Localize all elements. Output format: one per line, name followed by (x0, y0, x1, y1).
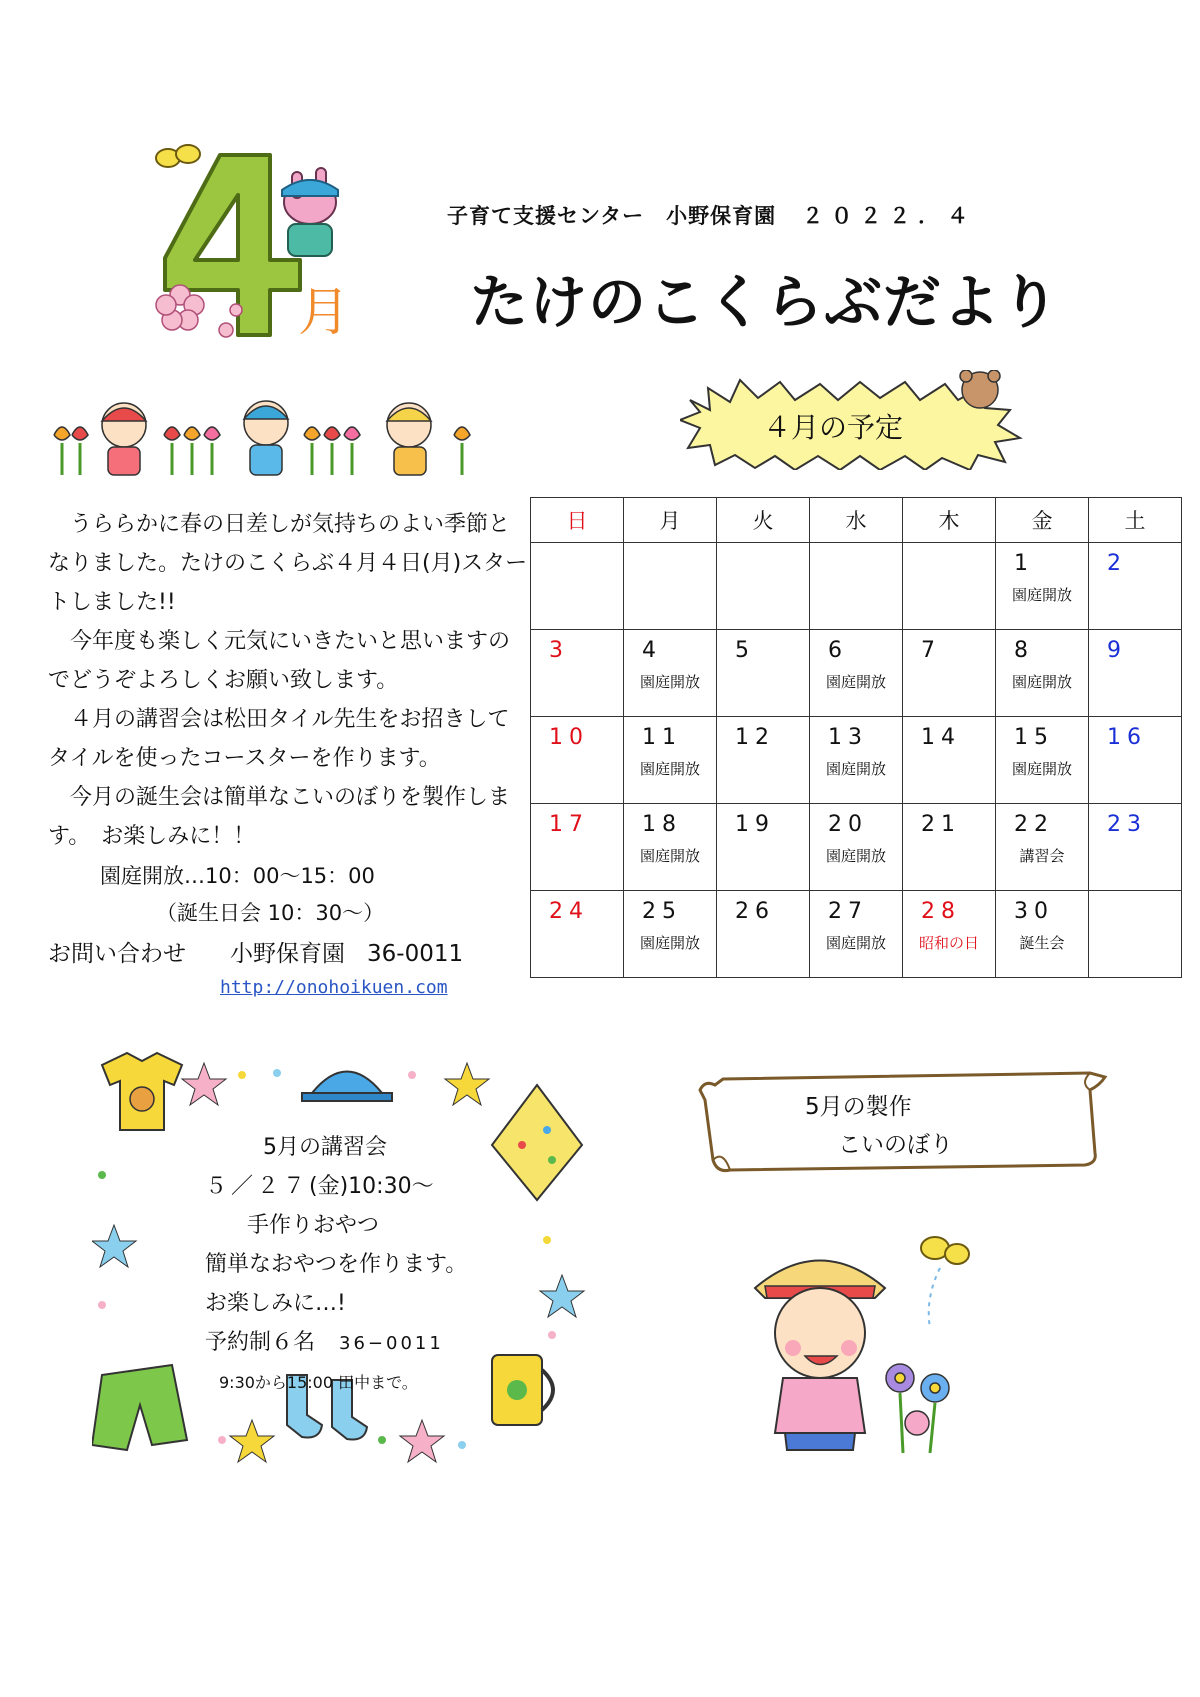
bunny-icon (282, 168, 338, 256)
calendar-day-cell (996, 891, 1089, 978)
calendar-day-cell (903, 630, 996, 717)
calendar-day-cell (1089, 717, 1182, 804)
calendar-day-cell (624, 717, 717, 804)
weekday-saturday: 土 (1089, 498, 1182, 543)
shirt-icon (102, 1053, 182, 1130)
calendar-date: 11 (642, 725, 682, 750)
april-calendar (530, 497, 1182, 978)
calendar-day-cell (717, 804, 810, 891)
calendar-day-cell (903, 717, 996, 804)
calendar-day-cell (531, 804, 624, 891)
weekday-tuesday: 火 (717, 498, 810, 543)
kids-tulip-banner (44, 395, 529, 485)
calendar-date: 1 (1014, 551, 1034, 576)
calendar-day-cell (717, 543, 810, 630)
birthday-party-time: （誕生日会 10：30～） (156, 901, 385, 925)
month-kanji: 月 (298, 283, 351, 343)
calendar-date: 8 (1014, 638, 1034, 663)
calendar-event: 講習会 (1019, 847, 1065, 865)
garden-open-hours: 園庭開放…10：00～15：00 (100, 864, 375, 888)
calendar-day-cell (996, 630, 1089, 717)
calendar-date: 26 (735, 899, 775, 924)
reservation-note: 予約制６名 (205, 1330, 316, 1355)
calendar-day-cell (717, 891, 810, 978)
calendar-day-cell (531, 717, 624, 804)
calendar-date: 21 (921, 812, 961, 837)
calendar-date: 18 (642, 812, 682, 837)
butterfly-icon (156, 145, 200, 167)
calendar-date: 20 (828, 812, 868, 837)
contact-name: 小野保育園 (230, 941, 345, 967)
calendar-date: 2 (1107, 551, 1127, 576)
calendar-date (717, 543, 809, 551)
calendar-date (624, 543, 716, 551)
calendar-day-cell (1089, 804, 1182, 891)
calendar-week-row (531, 543, 1182, 630)
calendar-event: 園庭開放 (1011, 673, 1072, 691)
calendar-day-cell (996, 717, 1089, 804)
calendar-date: 13 (828, 725, 868, 750)
calendar-event: 園庭開放 (825, 673, 886, 691)
calendar-day-cell (1089, 543, 1182, 630)
lecture-date-day: ５／２７ (205, 1174, 310, 1199)
calendar-week-row (531, 891, 1182, 978)
calendar-day-cell (1089, 630, 1182, 717)
contact-label: お問い合わせ (48, 941, 186, 967)
calendar-day-cell (810, 630, 903, 717)
weekday-friday: 金 (996, 498, 1089, 543)
calendar-event: 園庭開放 (825, 760, 886, 778)
calendar-date: 15 (1014, 725, 1054, 750)
april-number-illustration (150, 140, 365, 350)
calendar-day-cell (624, 891, 717, 978)
calendar-day-cell (717, 630, 810, 717)
calendar-date: 14 (921, 725, 961, 750)
calendar-event: 園庭開放 (639, 847, 700, 865)
lecture-date (205, 1167, 467, 1206)
calendar-day-cell (624, 543, 717, 630)
weekday-monday: 月 (624, 498, 717, 543)
flower-icon (886, 1364, 949, 1453)
calendar-event: 園庭開放 (1011, 760, 1072, 778)
calendar-date: 17 (549, 812, 589, 837)
issue-date: ２０２２．４ (802, 204, 977, 228)
calendar-date: 6 (828, 638, 848, 663)
lecture-closing: お楽しみに…! (205, 1291, 346, 1316)
craft-item: こいのぼり (838, 1132, 953, 1158)
sakura-flower-icon (156, 285, 242, 337)
calendar-date: 10 (549, 725, 589, 750)
calendar-date: 24 (549, 899, 589, 924)
intro-paragraph: うららかに春の日差しが気持ちのよい季節となりました。たけのこくらぶ４月４日(月)スタートしました!! (48, 512, 528, 615)
calendar-date: 3 (549, 638, 569, 663)
weekday-thursday: 木 (903, 498, 996, 543)
weekday-sunday: 日 (531, 498, 624, 543)
intro-paragraph: 今年度も楽しく元気にいきたいと思いますのでどうぞよろしくお願い致します。 (48, 629, 511, 693)
calendar-day-cell (903, 543, 996, 630)
calendar-date: 23 (1107, 812, 1147, 837)
intro-paragraph: ４月の講習会は松田タイル先生をお招きしてタイルを使ったコースターを作ります。 (48, 707, 510, 771)
newsletter-title: たけのこくらぶだより (470, 268, 1061, 336)
calendar-day-cell (1089, 891, 1182, 978)
calendar-week-row (531, 630, 1182, 717)
calendar-day-cell (531, 543, 624, 630)
calendar-date (1089, 891, 1181, 899)
reservation-phone: 36−0011 (339, 1333, 444, 1354)
calendar-date: 12 (735, 725, 775, 750)
calendar-date: 28 (921, 899, 961, 924)
butterfly-icon (921, 1237, 969, 1264)
calendar-date: 22 (1014, 812, 1054, 837)
calendar-day-cell (810, 804, 903, 891)
craft-title: 5月の製作 (805, 1094, 912, 1120)
calendar-event: 園庭開放 (825, 934, 886, 952)
organization-name: 子育て支援センター 小野保育園 (447, 204, 777, 228)
mug-icon (492, 1355, 553, 1425)
cap-icon (302, 1072, 392, 1102)
lecture-topic: 手作りおやつ (247, 1213, 380, 1238)
lecture-announcement (205, 1128, 467, 1402)
calendar-date (903, 543, 995, 551)
child-red-hat-icon (102, 403, 146, 475)
handkerchief-icon (492, 1085, 582, 1200)
calendar-day-cell (624, 804, 717, 891)
calendar-day-cell (624, 630, 717, 717)
schedule-title: ４月の予定 (763, 411, 904, 444)
calendar-day-cell (717, 717, 810, 804)
shorts-icon (92, 1365, 187, 1450)
calendar-event: 園庭開放 (1011, 586, 1072, 604)
calendar-day-cell (810, 717, 903, 804)
lecture-hours: 9:30から15:00 田中まで。 (219, 1373, 418, 1392)
calendar-date (810, 543, 902, 551)
calendar-date: 16 (1107, 725, 1147, 750)
child-yellow-hat-icon (387, 403, 431, 475)
calendar-body (531, 543, 1182, 978)
bear-icon (960, 370, 1000, 408)
calendar-week-row (531, 804, 1182, 891)
lecture-title: 5月の講習会 (263, 1135, 387, 1160)
weekday-wednesday: 水 (810, 498, 903, 543)
calendar-event: 園庭開放 (639, 934, 700, 952)
calendar-date: 30 (1014, 899, 1054, 924)
calendar-date: 4 (642, 638, 662, 663)
lecture-date-time: (金)10:30～ (309, 1174, 434, 1199)
girl-with-flowers-illustration (745, 1228, 980, 1453)
scroll-banner (695, 1065, 1110, 1180)
girl-icon (755, 1261, 885, 1451)
calendar-day-cell (531, 891, 624, 978)
calendar-date: 7 (921, 638, 941, 663)
calendar-event: 園庭開放 (825, 847, 886, 865)
website-link[interactable]: http://onohoikuen.com (220, 977, 448, 998)
lecture-description: 簡単なおやつを作ります。 (205, 1252, 468, 1277)
calendar-event: 昭和の日 (918, 934, 979, 952)
calendar-day-cell (810, 891, 903, 978)
calendar-date: 19 (735, 812, 775, 837)
contact-line (48, 935, 463, 968)
intro-paragraph: 今月の誕生会は簡単なこいのぼりを製作します。 お楽しみに！！ (48, 785, 511, 849)
intro-message (48, 505, 528, 856)
calendar-day-cell (531, 630, 624, 717)
lecture-reservation (205, 1323, 467, 1363)
calendar-week-row (531, 717, 1182, 804)
calendar-day-cell (996, 804, 1089, 891)
calendar-date: 27 (828, 899, 868, 924)
calendar-date: 9 (1107, 638, 1127, 663)
calendar-day-cell (903, 804, 996, 891)
calendar-date: 25 (642, 899, 682, 924)
calendar-event: 誕生会 (1019, 934, 1065, 952)
child-blue-hat-icon (244, 401, 288, 475)
header-subtitle (447, 200, 976, 230)
calendar-day-cell (996, 543, 1089, 630)
calendar-date (531, 543, 623, 551)
calendar-day-cell (810, 543, 903, 630)
calendar-day-cell (903, 891, 996, 978)
calendar-event: 園庭開放 (639, 673, 700, 691)
contact-phone: 36-0011 (367, 941, 464, 967)
calendar-date: 5 (735, 638, 755, 663)
weekday-header-row (531, 498, 1182, 543)
calendar-event: 園庭開放 (639, 760, 700, 778)
